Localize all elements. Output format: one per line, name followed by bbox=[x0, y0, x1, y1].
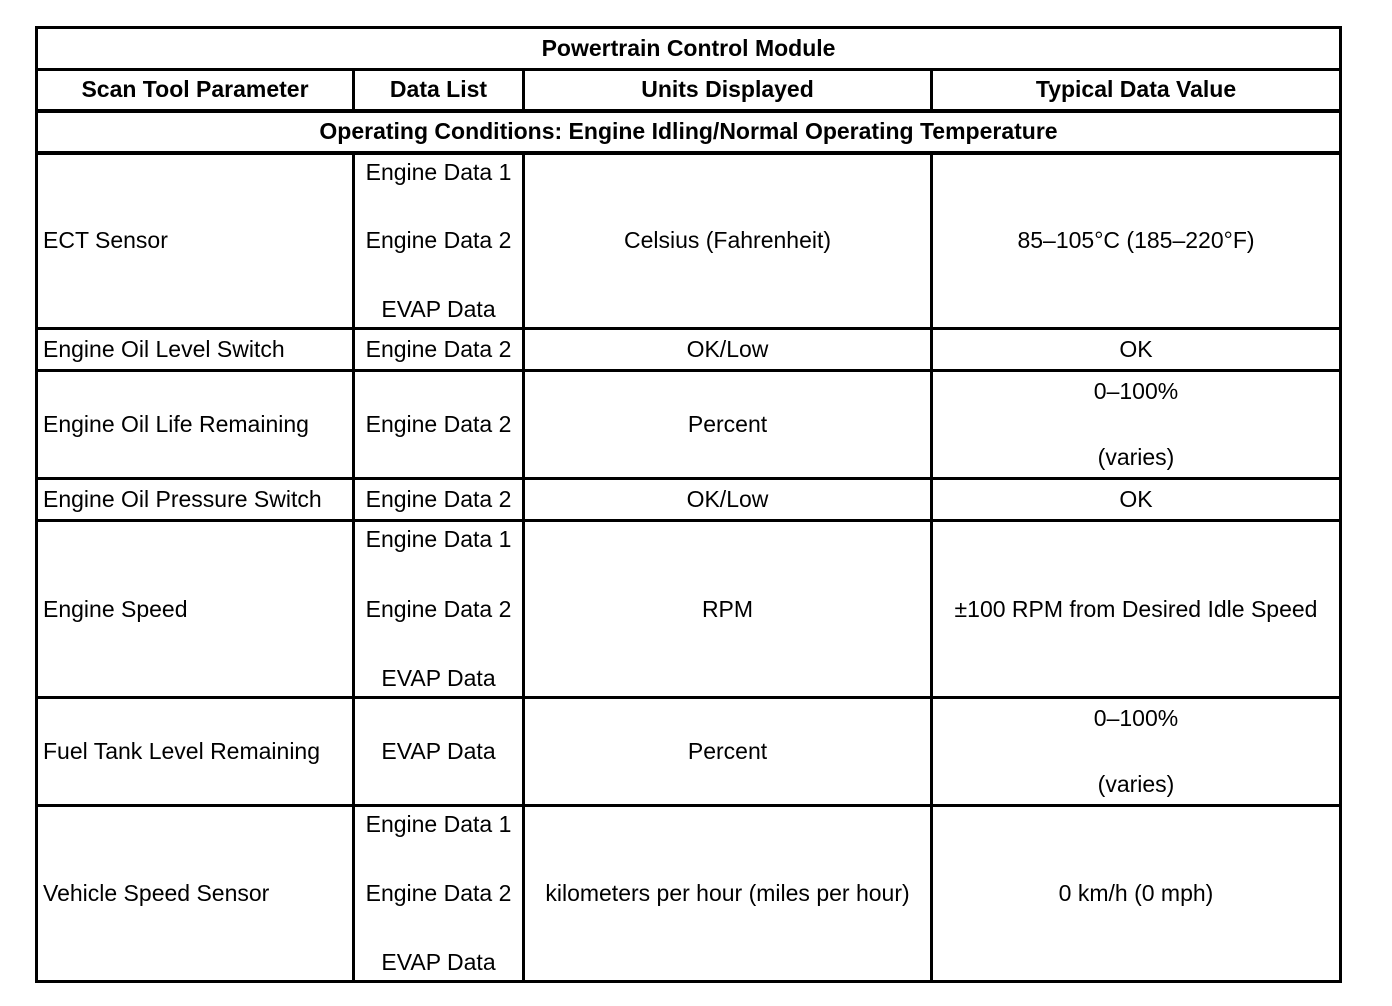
row-units: OK/Low bbox=[524, 479, 932, 521]
row-value: 0 km/h (0 mph) bbox=[932, 806, 1341, 982]
value-line: 0–100% bbox=[1093, 378, 1179, 404]
table-row bbox=[37, 371, 1341, 479]
operating-conditions: Operating Conditions: Engine Idling/Normal Operating Temperature bbox=[37, 111, 1341, 153]
row-value: OK bbox=[932, 479, 1341, 521]
row-value: 85–105°C (185–220°F) bbox=[932, 153, 1341, 329]
row-parameter: Engine Oil Life Remaining bbox=[37, 371, 354, 479]
row-parameter: ECT Sensor bbox=[37, 153, 354, 329]
data-list-entry: EVAP Data bbox=[381, 949, 496, 975]
row-data-list bbox=[354, 806, 524, 982]
row-parameter: Engine Speed bbox=[37, 521, 354, 698]
table-title: Powertrain Control Module bbox=[37, 28, 1341, 70]
table-row bbox=[37, 153, 1341, 329]
data-list-entry: Engine Data 1 bbox=[365, 526, 512, 552]
row-data-list: Engine Data 2 bbox=[354, 479, 524, 521]
header-units-displayed: Units Displayed bbox=[524, 70, 932, 111]
data-list-entry: Engine Data 2 bbox=[365, 595, 512, 622]
data-list-entry: Engine Data 1 bbox=[365, 811, 512, 837]
row-units: Percent bbox=[524, 371, 932, 479]
table-row bbox=[37, 329, 1341, 371]
row-data-list: Engine Data 2 bbox=[354, 329, 524, 371]
operating-conditions-row bbox=[37, 111, 1341, 153]
row-data-list bbox=[354, 153, 524, 329]
row-value bbox=[932, 698, 1341, 806]
row-parameter: Fuel Tank Level Remaining bbox=[37, 698, 354, 806]
header-typical-data-value: Typical Data Value bbox=[932, 70, 1341, 111]
table-title-row bbox=[37, 28, 1341, 70]
row-data-list bbox=[354, 521, 524, 698]
data-list-entry: Engine Data 2 bbox=[365, 227, 512, 254]
row-units: OK/Low bbox=[524, 329, 932, 371]
row-units: kilometers per hour (miles per hour) bbox=[524, 806, 932, 982]
header-scan-tool-parameter: Scan Tool Parameter bbox=[37, 70, 354, 111]
row-units: Percent bbox=[524, 698, 932, 806]
row-units: RPM bbox=[524, 521, 932, 698]
pcm-data-table bbox=[35, 26, 1342, 983]
row-parameter: Vehicle Speed Sensor bbox=[37, 806, 354, 982]
row-value: OK bbox=[932, 329, 1341, 371]
data-list-entry: EVAP Data bbox=[381, 296, 496, 322]
table-row bbox=[37, 698, 1341, 806]
table-row bbox=[37, 521, 1341, 698]
data-list-entry: Engine Data 2 bbox=[365, 880, 512, 906]
row-value: ±100 RPM from Desired Idle Speed bbox=[932, 521, 1341, 698]
table-row bbox=[37, 479, 1341, 521]
value-line: (varies) bbox=[1097, 771, 1175, 797]
value-line: (varies) bbox=[1097, 444, 1175, 470]
table-header-row bbox=[37, 70, 1341, 111]
row-units: Celsius (Fahrenheit) bbox=[524, 153, 932, 329]
row-parameter: Engine Oil Level Switch bbox=[37, 329, 354, 371]
value-line: 0–100% bbox=[1093, 705, 1179, 731]
row-data-list: EVAP Data bbox=[354, 698, 524, 806]
row-parameter: Engine Oil Pressure Switch bbox=[37, 479, 354, 521]
table-row bbox=[37, 806, 1341, 982]
data-list-entry: EVAP Data bbox=[381, 665, 496, 691]
header-data-list: Data List bbox=[354, 70, 524, 111]
row-data-list: Engine Data 2 bbox=[354, 371, 524, 479]
row-value bbox=[932, 371, 1341, 479]
data-list-entry: Engine Data 1 bbox=[365, 158, 512, 185]
